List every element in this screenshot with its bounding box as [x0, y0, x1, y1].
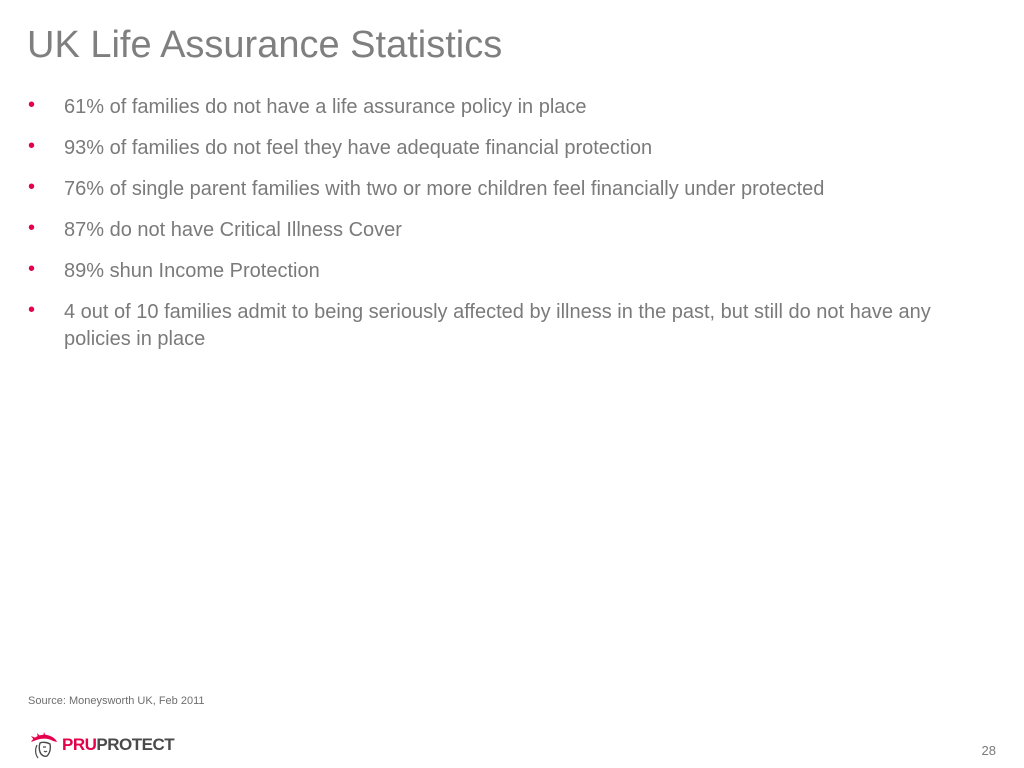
- bullet-icon: •: [28, 135, 36, 157]
- pruprotect-logo: [28, 729, 174, 761]
- bullet-list: [28, 94, 978, 367]
- logo-text-protect: PROTECT: [96, 735, 175, 754]
- source-citation: Source: Moneysworth UK, Feb 2011: [28, 695, 205, 707]
- bullet-item: [28, 258, 978, 285]
- bullet-icon: •: [28, 299, 36, 321]
- slide-title: UK Life Assurance Statistics: [27, 24, 503, 66]
- bullet-icon: •: [28, 94, 36, 116]
- bullet-item: [28, 94, 978, 121]
- bullet-text: 87% do not have Critical Illness Cover: [64, 219, 402, 241]
- prudence-head-icon: [28, 730, 60, 760]
- bullet-item: [28, 217, 978, 244]
- page-number: 28: [981, 743, 996, 758]
- bullet-icon: •: [28, 176, 36, 198]
- bullet-item: [28, 176, 978, 203]
- bullet-text: 76% of single parent families with two or more children feel financially under protected: [64, 178, 825, 200]
- bullet-text: 93% of families do not feel they have adequate financial protection: [64, 137, 653, 159]
- bullet-icon: •: [28, 258, 36, 280]
- bullet-item: [28, 299, 978, 353]
- bullet-text: 61% of families do not have a life assurance policy in place: [64, 96, 587, 118]
- logo-wordmark: [62, 735, 174, 755]
- bullet-text: 4 out of 10 families admit to being seriously affected by illness in the past, but still do not have any policies in place: [64, 301, 931, 350]
- bullet-item: [28, 135, 978, 162]
- bullet-icon: •: [28, 217, 36, 239]
- bullet-text: 89% shun Income Protection: [64, 260, 320, 282]
- logo-text-pru: PRU: [62, 735, 97, 754]
